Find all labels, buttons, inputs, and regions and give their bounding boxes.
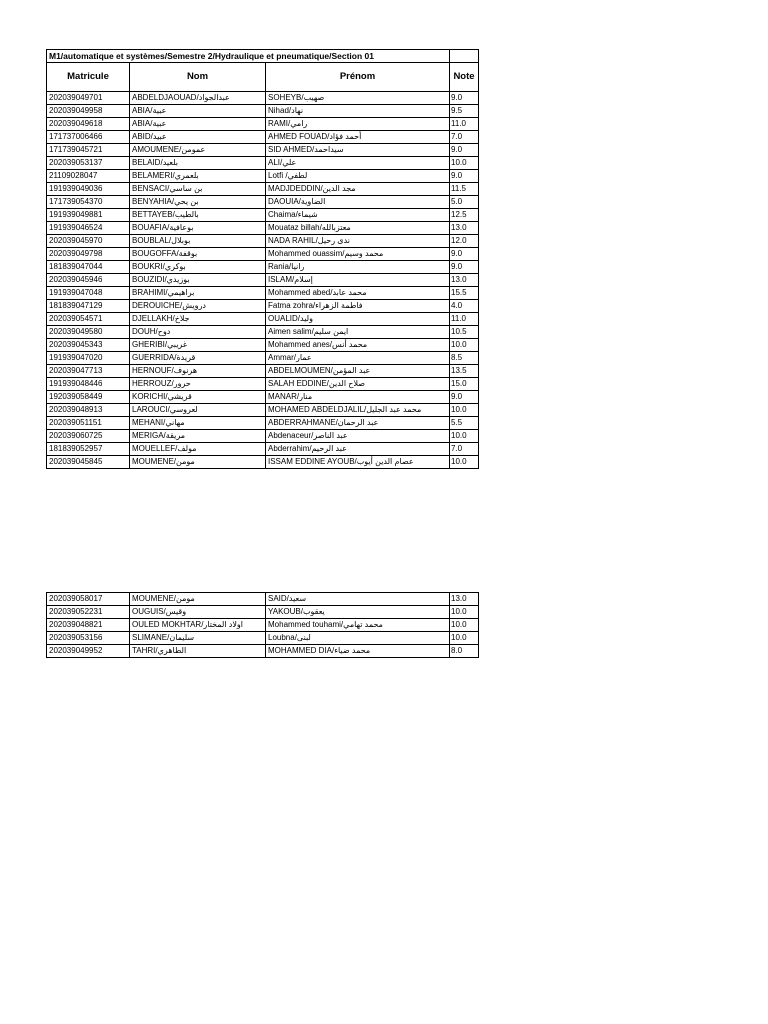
- nom-cell: MERIGA/مريقة: [130, 430, 266, 443]
- nom-cell: BELAID/بلعيد: [130, 157, 266, 170]
- note-cell: 9.0: [450, 92, 479, 105]
- grades-table-continued-body: [47, 593, 479, 658]
- prenom-cell: ABDERRAHMANE/عبد الرحمان: [266, 417, 450, 430]
- header-nom: Nom: [130, 63, 266, 92]
- table-row: [47, 417, 479, 430]
- table-row: [47, 118, 479, 131]
- table-row: [47, 144, 479, 157]
- matricule-cell: 181839047044: [47, 261, 130, 274]
- table-row: [47, 92, 479, 105]
- note-cell: 9.0: [450, 170, 479, 183]
- matricule-cell: 191939048446: [47, 378, 130, 391]
- table-row: [47, 404, 479, 417]
- note-cell: 13.0: [450, 222, 479, 235]
- header-prenom: Prénom: [266, 63, 450, 92]
- note-cell: 4.0: [450, 300, 479, 313]
- prenom-cell: OUALID/وليد: [266, 313, 450, 326]
- matricule-cell: 202039045970: [47, 235, 130, 248]
- grades-table-body: [47, 92, 479, 469]
- nom-cell: ABIA/عبية: [130, 105, 266, 118]
- table-row: [47, 645, 479, 658]
- nom-cell: DOUH/دوح: [130, 326, 266, 339]
- table-row: [47, 209, 479, 222]
- note-cell: 9.0: [450, 144, 479, 157]
- table-row: [47, 170, 479, 183]
- note-cell: 10.0: [450, 619, 479, 632]
- prenom-cell: AHMED FOUAD/أحمد فؤاد: [266, 131, 450, 144]
- grades-table: [46, 49, 479, 469]
- prenom-cell: ALI/علي: [266, 157, 450, 170]
- nom-cell: OUGUIS/وقيس: [130, 606, 266, 619]
- nom-cell: BOUGOFFA/بوقفة: [130, 248, 266, 261]
- table-row: [47, 222, 479, 235]
- note-cell: 5.0: [450, 196, 479, 209]
- nom-cell: HERNOUF/هرنوف: [130, 365, 266, 378]
- prenom-cell: Mohammed anes/محمد أنس: [266, 339, 450, 352]
- prenom-cell: SOHEYB/صهيب: [266, 92, 450, 105]
- matricule-cell: 202039053156: [47, 632, 130, 645]
- title-empty-cell: [450, 50, 479, 63]
- nom-cell: BOUAFIA/بوعافية: [130, 222, 266, 235]
- note-cell: 11.5: [450, 183, 479, 196]
- nom-cell: ABID/عبيد: [130, 131, 266, 144]
- note-cell: 9.0: [450, 391, 479, 404]
- nom-cell: ABDELDJAOUAD/عبدالجواد: [130, 92, 266, 105]
- table-row: [47, 274, 479, 287]
- note-cell: 10.5: [450, 326, 479, 339]
- matricule-cell: 202039049618: [47, 118, 130, 131]
- matricule-cell: 191939049881: [47, 209, 130, 222]
- prenom-cell: DAOUIA/الضاوية: [266, 196, 450, 209]
- note-cell: 10.0: [450, 430, 479, 443]
- nom-cell: BOUZIDI/بوزيدي: [130, 274, 266, 287]
- prenom-cell: Aimen salim/ايمن سليم: [266, 326, 450, 339]
- prenom-cell: MADJDEDDIN/مجد الدين: [266, 183, 450, 196]
- prenom-cell: Mohammed ouassim/محمد وسيم: [266, 248, 450, 261]
- table-row: [47, 235, 479, 248]
- table-row: [47, 131, 479, 144]
- matricule-cell: 202039054571: [47, 313, 130, 326]
- matricule-cell: 171739045721: [47, 144, 130, 157]
- table-row: [47, 326, 479, 339]
- prenom-cell: Loubna/لبنى: [266, 632, 450, 645]
- note-cell: 7.0: [450, 131, 479, 144]
- note-cell: 10.0: [450, 456, 479, 469]
- matricule-cell: 202039049958: [47, 105, 130, 118]
- table-row: [47, 352, 479, 365]
- prenom-cell: Mohammed touhami/محمد تهامي: [266, 619, 450, 632]
- note-cell: 13.0: [450, 593, 479, 606]
- prenom-cell: Chaima/شيماء: [266, 209, 450, 222]
- prenom-cell: MOHAMMED DIA/محمد ضياء: [266, 645, 450, 658]
- matricule-cell: 181839047129: [47, 300, 130, 313]
- matricule-cell: 21109028047: [47, 170, 130, 183]
- note-cell: 10.0: [450, 404, 479, 417]
- table-row: [47, 391, 479, 404]
- nom-cell: KORICHI/قريشي: [130, 391, 266, 404]
- grades-table-continued: [46, 592, 479, 658]
- note-cell: 10.0: [450, 157, 479, 170]
- nom-cell: DEROUICHE/درويش: [130, 300, 266, 313]
- matricule-cell: 192039058449: [47, 391, 130, 404]
- table-row: [47, 313, 479, 326]
- table-row: [47, 248, 479, 261]
- table-row: [47, 606, 479, 619]
- nom-cell: HERROUZ/حرور: [130, 378, 266, 391]
- prenom-cell: SID AHMED/سيداحمد: [266, 144, 450, 157]
- matricule-cell: 171737006466: [47, 131, 130, 144]
- table-row: [47, 157, 479, 170]
- note-cell: 10.0: [450, 632, 479, 645]
- matricule-cell: 202039058017: [47, 593, 130, 606]
- matricule-cell: 202039049580: [47, 326, 130, 339]
- note-cell: 10.0: [450, 606, 479, 619]
- note-cell: 11.0: [450, 118, 479, 131]
- matricule-cell: 202039047713: [47, 365, 130, 378]
- table-row: [47, 300, 479, 313]
- matricule-cell: 202039053137: [47, 157, 130, 170]
- note-cell: 11.0: [450, 313, 479, 326]
- prenom-cell: ISSAM EDDINE AYOUB/عصام الدين أيوب: [266, 456, 450, 469]
- prenom-cell: Nihad/نهاد: [266, 105, 450, 118]
- nom-cell: GUERRIDA/قريدة: [130, 352, 266, 365]
- nom-cell: OULED MOKHTAR/اولاد المختار: [130, 619, 266, 632]
- nom-cell: MOUMENE/مومن: [130, 456, 266, 469]
- nom-cell: LAROUCI/لعروسي: [130, 404, 266, 417]
- matricule-cell: 191939046524: [47, 222, 130, 235]
- nom-cell: MOUMENE/مومن: [130, 593, 266, 606]
- note-cell: 12.0: [450, 235, 479, 248]
- nom-cell: DJELLAKH/جلاخ: [130, 313, 266, 326]
- nom-cell: AMOUMENE/عمومن: [130, 144, 266, 157]
- table-row: [47, 365, 479, 378]
- note-cell: 15.0: [450, 378, 479, 391]
- table-row: [47, 196, 479, 209]
- header-matricule: Matricule: [47, 63, 130, 92]
- prenom-cell: ISLAM/إسلام: [266, 274, 450, 287]
- table-row: [47, 105, 479, 118]
- header-note: Note: [450, 63, 479, 92]
- nom-cell: BOUKRI/بوكري: [130, 261, 266, 274]
- prenom-cell: Mouataz billah/معتزبالله: [266, 222, 450, 235]
- matricule-cell: 202039049798: [47, 248, 130, 261]
- matricule-cell: 202039045845: [47, 456, 130, 469]
- note-cell: 9.0: [450, 261, 479, 274]
- matricule-cell: 202039051151: [47, 417, 130, 430]
- note-cell: 8.0: [450, 645, 479, 658]
- matricule-cell: 191939047020: [47, 352, 130, 365]
- nom-cell: MOUELLEF/مولف: [130, 443, 266, 456]
- matricule-cell: 191939049036: [47, 183, 130, 196]
- matricule-cell: 202039049952: [47, 645, 130, 658]
- header-row: [47, 63, 479, 92]
- prenom-cell: Lotfi /لطفي: [266, 170, 450, 183]
- table-row: [47, 456, 479, 469]
- nom-cell: BELAMERI/بلعمري: [130, 170, 266, 183]
- nom-cell: BRAHIMI/براهيمي: [130, 287, 266, 300]
- note-cell: 8.5: [450, 352, 479, 365]
- prenom-cell: ABDELMOUMEN/عبد المؤمن: [266, 365, 450, 378]
- nom-cell: BOUBLAL/بوبلال: [130, 235, 266, 248]
- table-row: [47, 378, 479, 391]
- matricule-cell: 202039048821: [47, 619, 130, 632]
- title-row: [47, 50, 479, 63]
- nom-cell: BENYAHIA/بن يحي: [130, 196, 266, 209]
- nom-cell: ABIA/عبية: [130, 118, 266, 131]
- table-row: [47, 593, 479, 606]
- matricule-cell: 181839052957: [47, 443, 130, 456]
- matricule-cell: 202039052231: [47, 606, 130, 619]
- table-row: [47, 619, 479, 632]
- nom-cell: GHERIBI/غريبي: [130, 339, 266, 352]
- matricule-cell: 202039060725: [47, 430, 130, 443]
- prenom-cell: NADA RAHIL/ندى رحيل: [266, 235, 450, 248]
- table-row: [47, 261, 479, 274]
- table-row: [47, 339, 479, 352]
- prenom-cell: RAMI/رامي: [266, 118, 450, 131]
- prenom-cell: SALAH EDDINE/صلاح الدين: [266, 378, 450, 391]
- note-cell: 13.0: [450, 274, 479, 287]
- matricule-cell: 202039048913: [47, 404, 130, 417]
- prenom-cell: YAKOUB/يعقوب: [266, 606, 450, 619]
- matricule-cell: 202039045946: [47, 274, 130, 287]
- note-cell: 12.5: [450, 209, 479, 222]
- note-cell: 7.0: [450, 443, 479, 456]
- note-cell: 15.5: [450, 287, 479, 300]
- note-cell: 9.0: [450, 248, 479, 261]
- prenom-cell: MOHAMED ABDELDJALIL/محمد عبد الجليل: [266, 404, 450, 417]
- prenom-cell: SAID/سعيد: [266, 593, 450, 606]
- nom-cell: TAHRI/الطاهري: [130, 645, 266, 658]
- table-row: [47, 287, 479, 300]
- note-cell: 13.5: [450, 365, 479, 378]
- table-row: [47, 183, 479, 196]
- matricule-cell: 191939047048: [47, 287, 130, 300]
- prenom-cell: Fatma zohra/فاطمة الزهراء: [266, 300, 450, 313]
- matricule-cell: 202039049701: [47, 92, 130, 105]
- prenom-cell: Ammar/عمار: [266, 352, 450, 365]
- prenom-cell: Rania/رانيا: [266, 261, 450, 274]
- note-cell: 10.0: [450, 339, 479, 352]
- table-row: [47, 632, 479, 645]
- prenom-cell: Abdenaceur/عبد الناصر: [266, 430, 450, 443]
- table-row: [47, 430, 479, 443]
- prenom-cell: MANAR/منار: [266, 391, 450, 404]
- prenom-cell: Abderrahim/عبد الرحيم: [266, 443, 450, 456]
- matricule-cell: 171739054370: [47, 196, 130, 209]
- nom-cell: BENSACI/بن ساسي: [130, 183, 266, 196]
- nom-cell: MEHANI/مهاني: [130, 417, 266, 430]
- note-cell: 5.5: [450, 417, 479, 430]
- prenom-cell: Mohammed abed/محمد عابد: [266, 287, 450, 300]
- note-cell: 9.5: [450, 105, 479, 118]
- sheet-title: M1/automatique et systèmes/Semestre 2/Hydraulique et pneumatique/Section 01: [47, 50, 450, 63]
- nom-cell: SLIMANE/سليمان: [130, 632, 266, 645]
- table-row: [47, 443, 479, 456]
- nom-cell: BETTAYEB/بالطيب: [130, 209, 266, 222]
- matricule-cell: 202039045343: [47, 339, 130, 352]
